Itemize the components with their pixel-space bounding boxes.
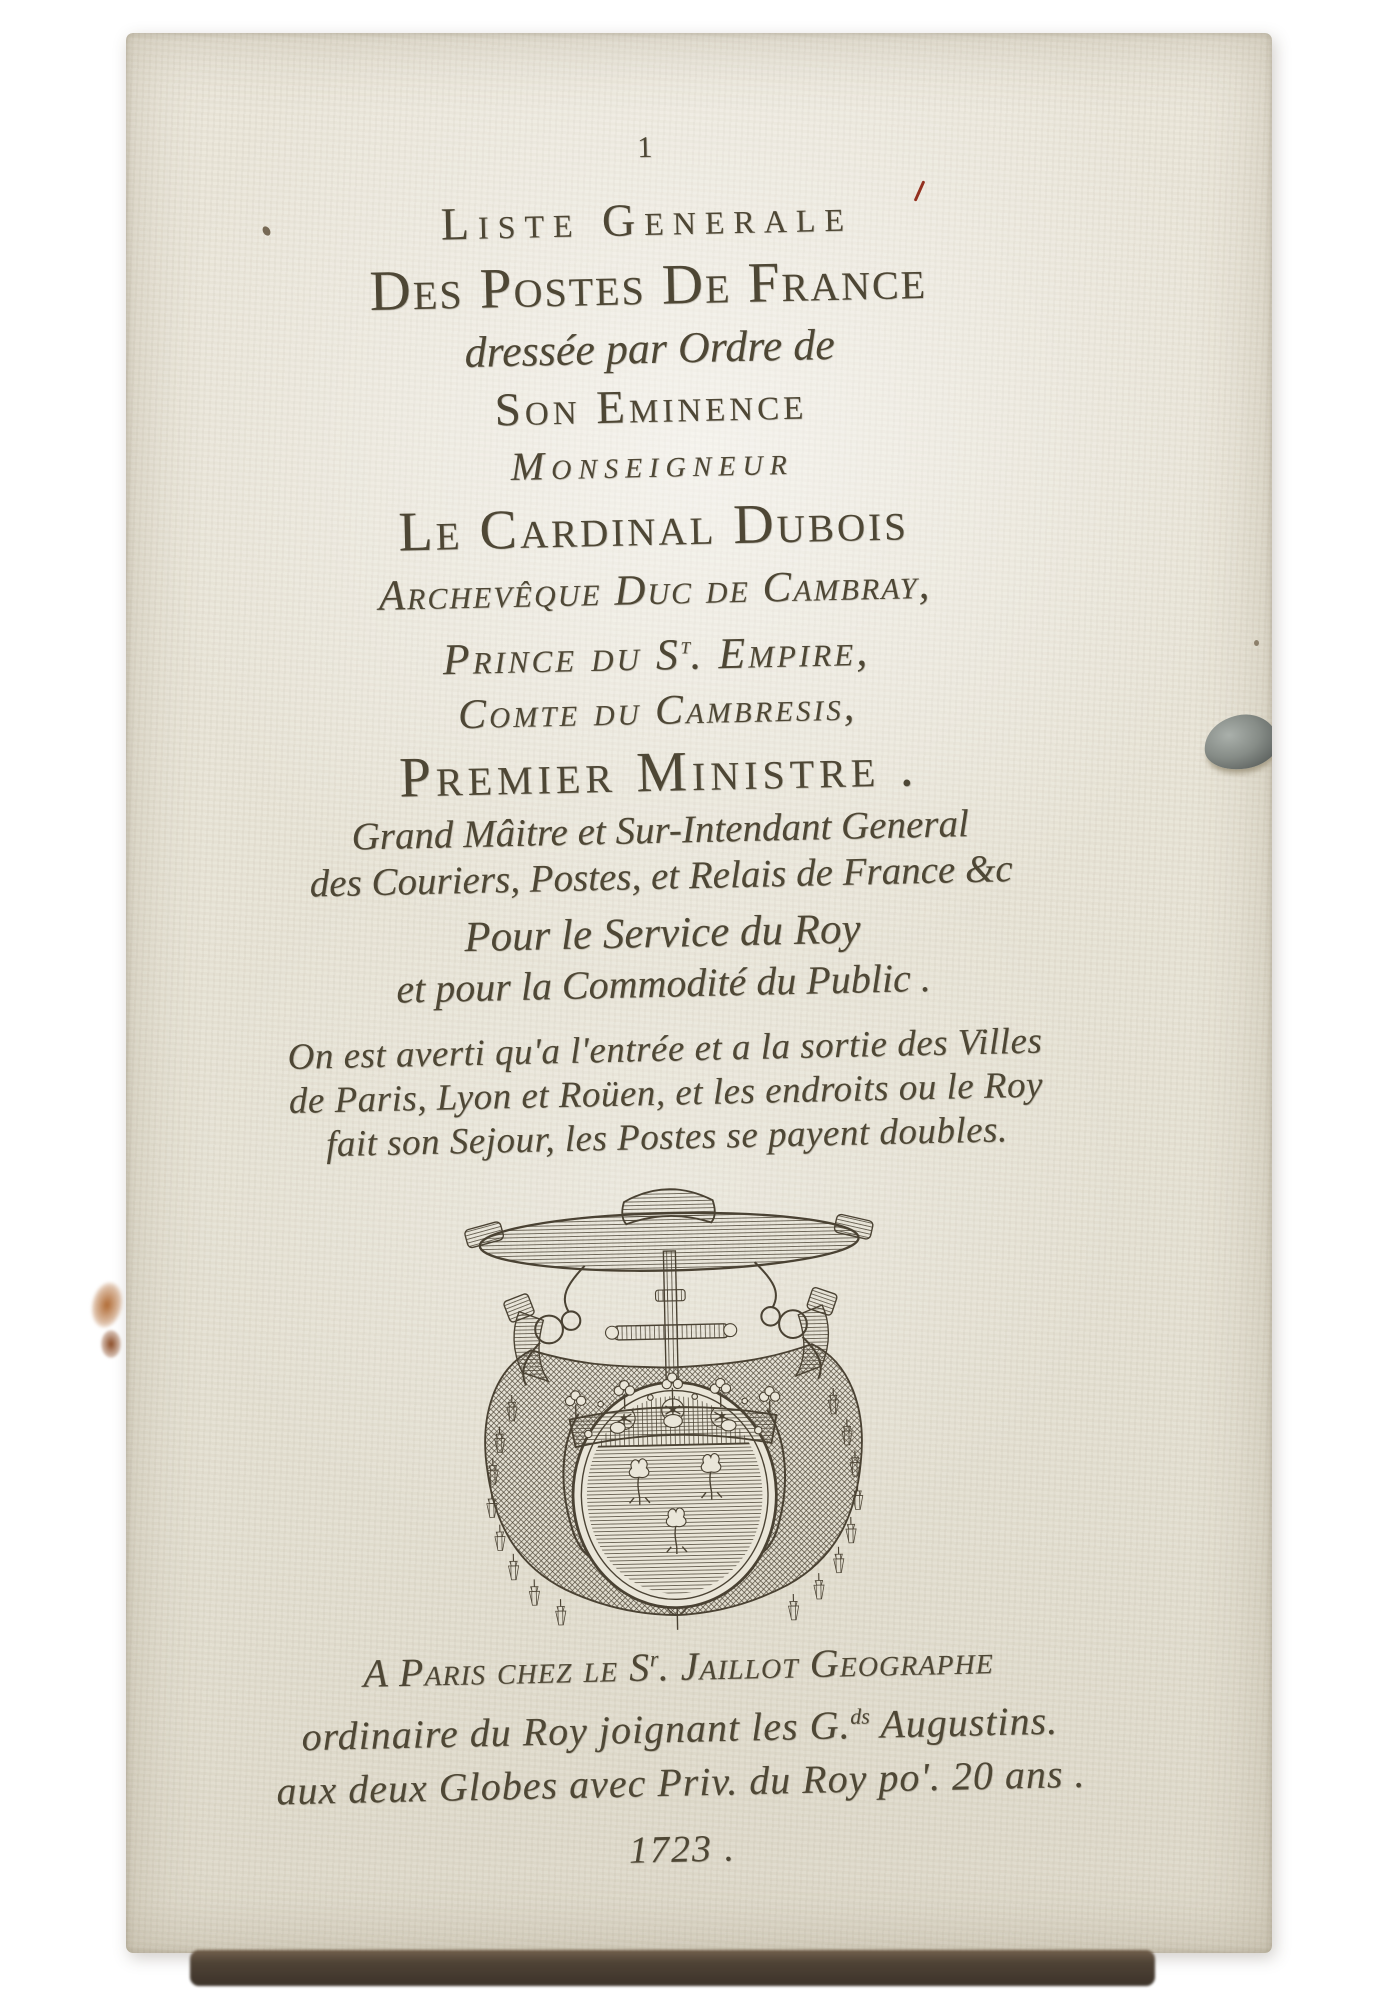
page-number: 1	[636, 130, 654, 165]
title-line-son-eminence: Son Eminence	[494, 377, 808, 437]
imprint-1b: . Jaillot Geographe	[658, 1636, 995, 1690]
book-edge-shadow	[190, 1950, 1155, 1986]
title-line-dressee: dressée par Ordre de	[464, 319, 836, 377]
offices-line-grand-maitre: Grand Mâitre et Sur-Intendant General	[351, 801, 970, 859]
imprint-1-superscript: r	[649, 1645, 659, 1671]
galero-hat-icon	[463, 1184, 875, 1274]
notice-paragraph	[163, 1017, 1170, 1171]
title-line-premier-ministre: Premier Ministre .	[398, 734, 920, 810]
book-page	[126, 33, 1272, 1953]
notice-line-3: fait son Sejour, les Postes se payent doubles.	[325, 1108, 1009, 1165]
prince-text-b: . Empire,	[689, 625, 871, 679]
imprint-line-3: aux deux Globes avec Priv. du Roy po'. 20 ans .	[276, 1751, 1086, 1814]
foxing-spot	[88, 1279, 127, 1330]
dedication-line-service-du-roy: Pour le Service du Roy	[463, 905, 862, 961]
offices-line-couriers: des Couriers, Postes, et Relais de France &c	[309, 846, 1014, 906]
foxing-spot	[101, 1330, 121, 1358]
title-line-postes-de-france: Des Postes De France	[368, 247, 928, 324]
notice-line-1: On est averti qu'a l'entrée et a la sortie des Villes	[287, 1020, 1043, 1078]
notice-line-2: de Paris, Lyon et Roüen, et les endroits ou le Roy	[288, 1064, 1044, 1122]
dedication-line-commodite: et pour la Commodité du Public .	[395, 954, 932, 1012]
title-line-liste-generale: Liste Generale	[440, 189, 854, 250]
page-content	[141, 33, 1185, 1885]
title-line-archeveque: Archevêque Duc de Cambray,	[378, 560, 932, 620]
year: 1723 .	[628, 1827, 737, 1873]
edge-speck	[1254, 640, 1259, 646]
imprint-1a: A Paris chez le S	[362, 1644, 651, 1696]
prince-superscript-t: t	[680, 632, 691, 660]
title-line-comte-cambresis: Comte du Cambresis,	[457, 683, 858, 738]
imprint-2-superscript: ds	[849, 1703, 871, 1729]
imprint-2a: ordinaire du Roy joignant les G.	[301, 1702, 851, 1760]
title-line-monseigneur: Monseigneur	[510, 437, 795, 490]
emblem-container	[166, 1158, 1180, 1642]
imprint-2b: Augustins.	[869, 1697, 1059, 1747]
coat-of-arms-engraving	[418, 1164, 928, 1637]
prince-text-a: Prince du S	[442, 630, 682, 685]
title-line-cardinal-dubois: Le Cardinal Dubois	[397, 490, 910, 564]
metal-page-holder	[1201, 711, 1272, 774]
